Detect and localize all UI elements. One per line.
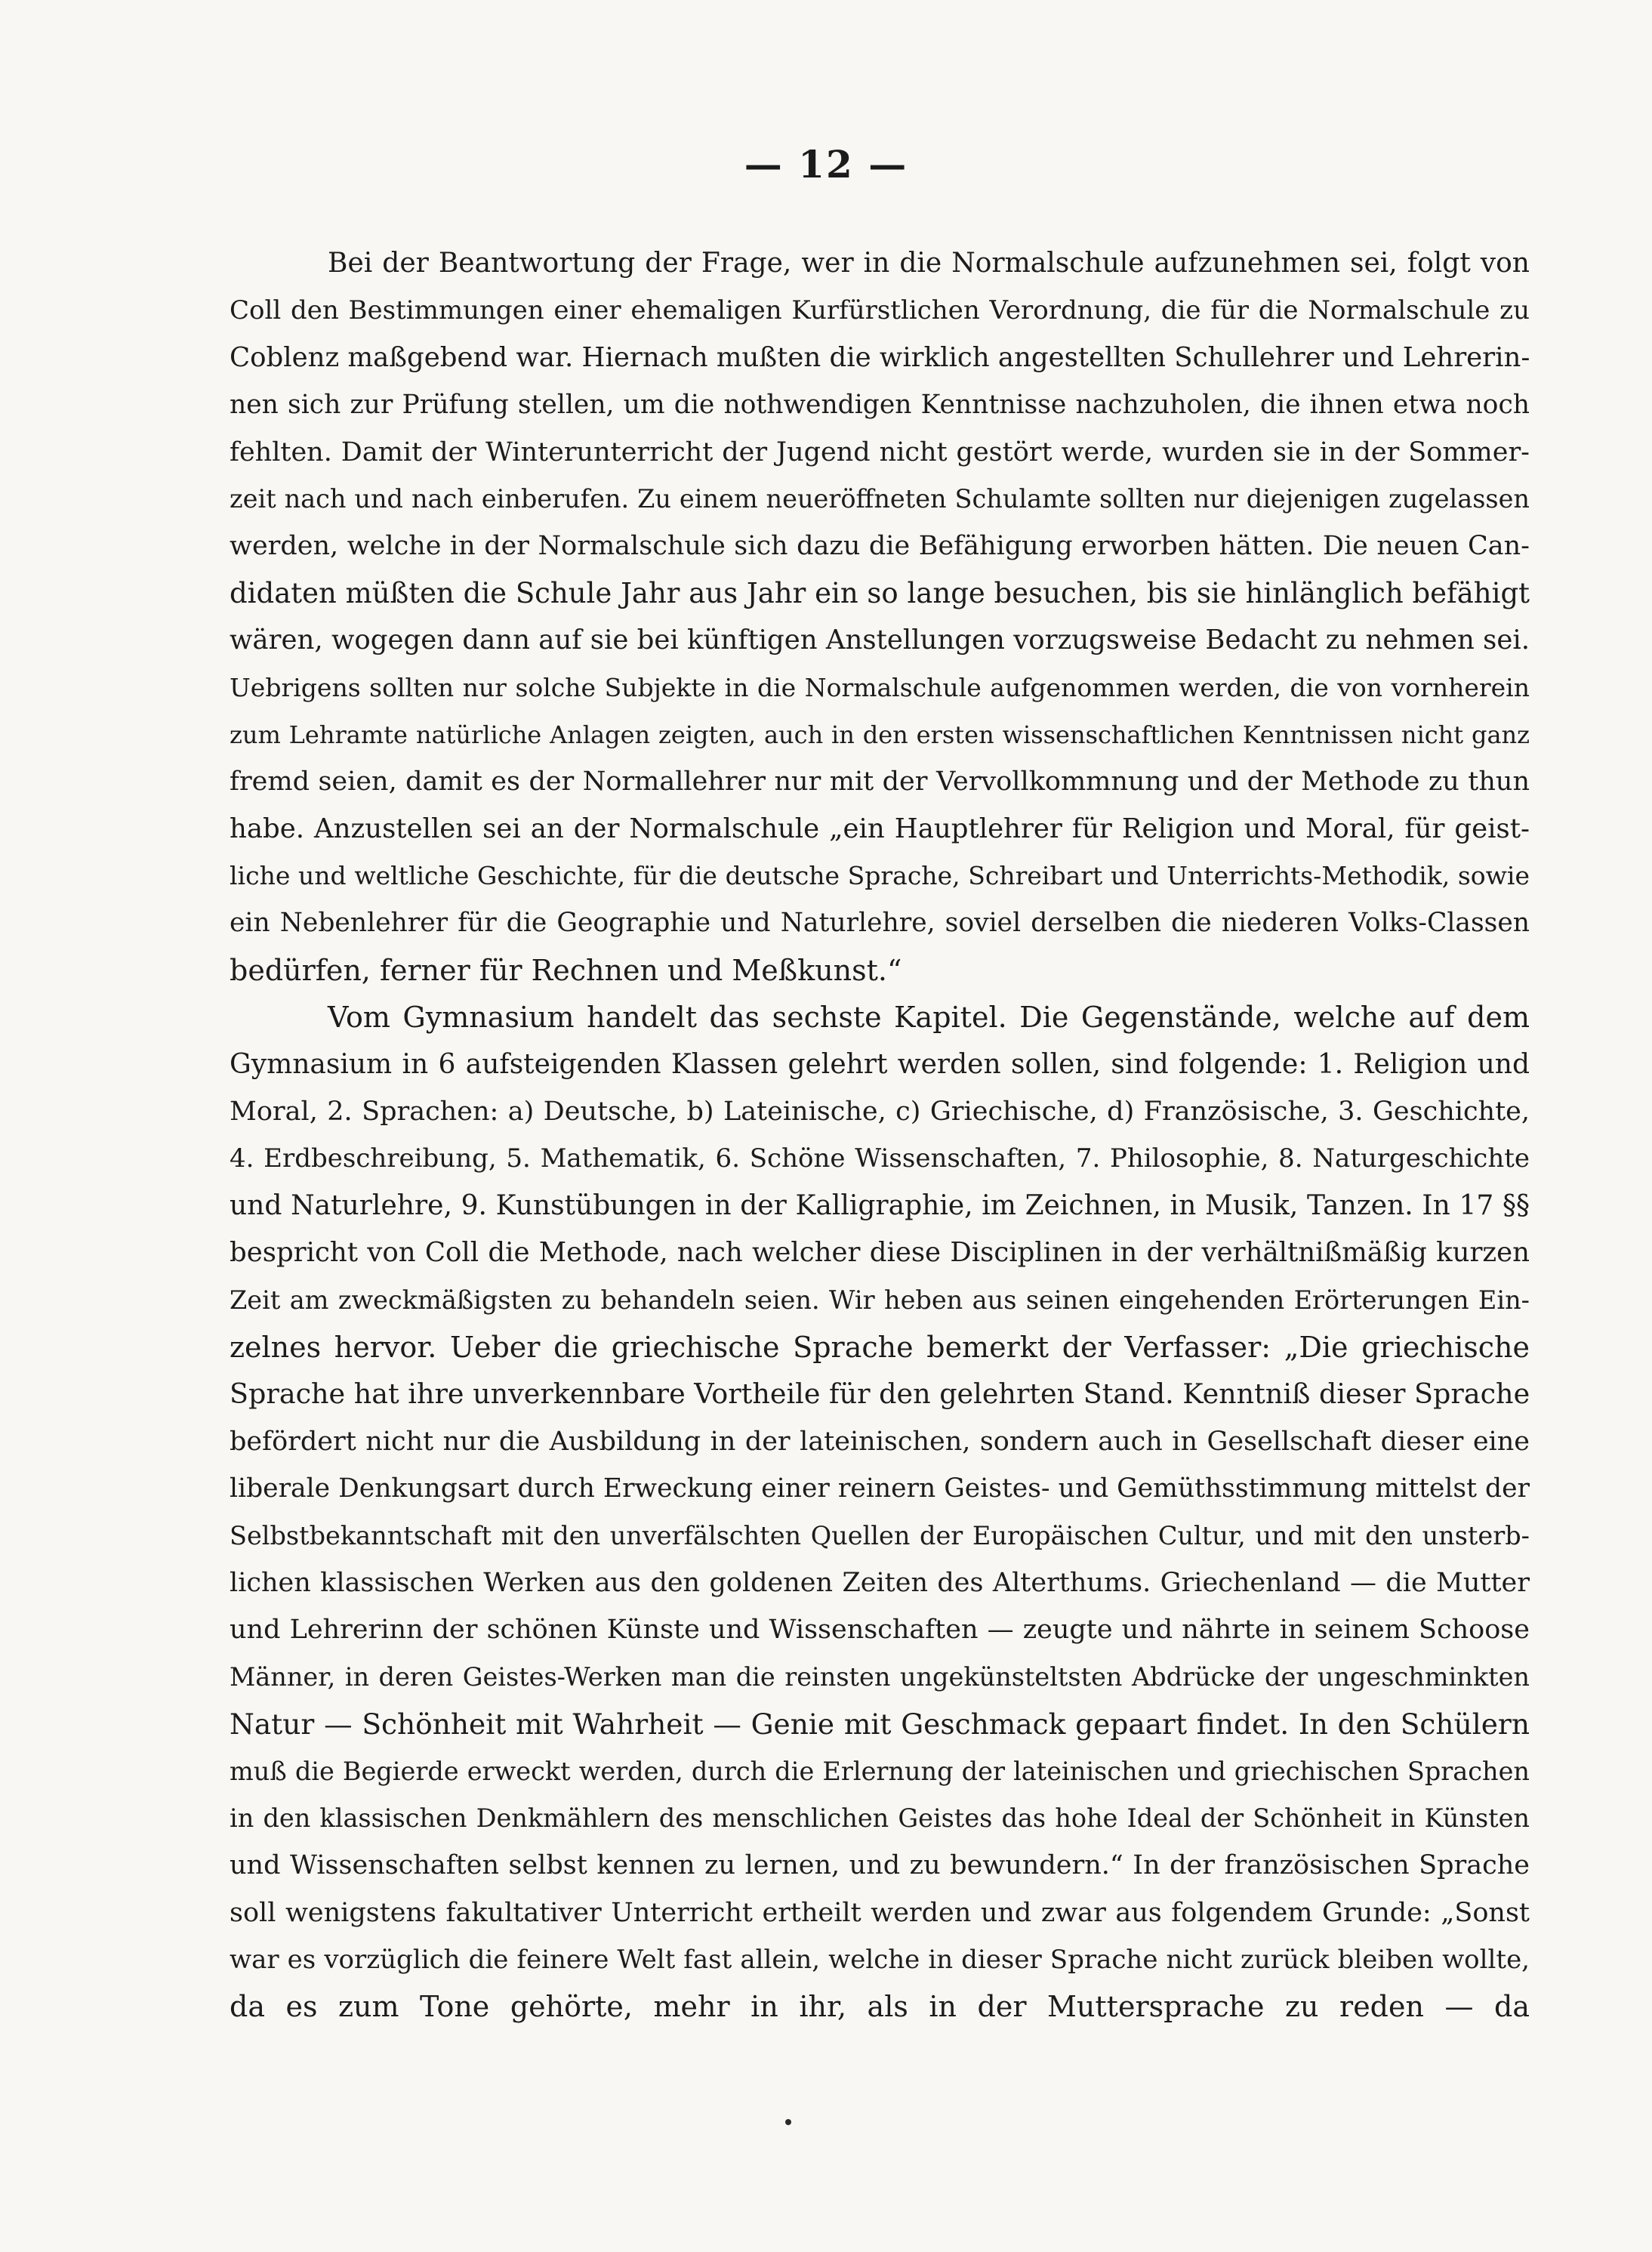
text-line: Vom Gymnasium handelt das sechste Kapitel. Die Gegenstände, welche auf dem	[328, 1001, 1530, 1035]
text-line: habe. Anzustellen sei an der Normalschule „ein Hauptlehrer für Religion und Moral, für geist-	[230, 813, 1530, 844]
text-line: und Lehrerinn der schönen Künste und Wissenschaften — zeugte und nährte in seinem Schoose	[230, 1615, 1530, 1646]
text-line: Selbstbekanntschaft mit den unverfälschten Quellen der Europäischen Cultur, und mit den unsterb-	[230, 1520, 1530, 1550]
text-line: wären, wogegen dann auf sie bei künftigen Anstellungen vorzugsweise Bedacht zu nehmen sei.	[230, 625, 1530, 656]
text-line: Männer, in deren Geistes-Werken man die reinsten ungekünsteltsten Abdrücke der ungeschminkten	[230, 1661, 1530, 1692]
text-line: liberale Denkungsart durch Erweckung einer reinern Geistes- und Gemüthsstimmung mittelst der	[230, 1473, 1530, 1504]
text-line: zelnes hervor. Ueber die griechische Sprache bemerkt der Verfasser: „Die griechische	[230, 1330, 1530, 1364]
text-line: zum Lehramte natürliche Anlagen zeigten, auch in den ersten wissenschaftlichen Kenntnissen nicht ganz	[230, 720, 1530, 749]
text-line: Bei der Beantwortung der Frage, wer in die Normalschule aufzunehmen sei, folgt von	[328, 248, 1530, 279]
text-line: Coll den Bestimmungen einer ehemaligen Kurfürstlichen Verordnung, die für die Normalschule zu	[230, 295, 1530, 326]
text-line: didaten müßten die Schule Jahr aus Jahr ein so lange besuchen, bis sie hinlänglich befähigt	[230, 576, 1530, 609]
text-line: fehlten. Damit der Winterunterricht der Jugend nicht gestört werde, wurden sie in der Sommer-	[230, 437, 1530, 467]
text-line: Coblenz maßgebend war. Hiernach mußten die wirklich angestellten Schullehrer und Lehrerin-	[230, 341, 1530, 373]
page-number: — 12 —	[744, 142, 908, 187]
text-line: soll wenigstens fakultativer Unterricht ertheilt werden und zwar aus folgendem Grunde: „Sonst	[230, 1897, 1530, 1928]
text-line: muß die Begierde erweckt werden, durch die Erlernung der lateinischen und griechischen Sprachen	[230, 1756, 1530, 1786]
text-line: 4. Erdbeschreibung, 5. Mathematik, 6. Schöne Wissenschaften, 7. Philosophie, 8. Naturgeschichte	[230, 1143, 1530, 1174]
text-line: fremd seien, damit es der Normallehrer nur mit der Vervollkommnung und der Methode zu thun	[230, 767, 1530, 797]
text-line: Moral, 2. Sprachen: a) Deutsche, b) Lateinische, c) Griechische, d) Französische, 3. Geschichte,	[230, 1097, 1530, 1128]
body-text	[230, 240, 1530, 2031]
text-line: bespricht von Coll die Methode, nach welcher diese Disciplinen in der verhältnißmäßig kurzen	[230, 1237, 1530, 1269]
print-speck	[785, 2119, 791, 2125]
text-line: Gymnasium in 6 aufsteigenden Klassen gelehrt werden sollen, sind folgende: 1. Religion und	[230, 1048, 1530, 1080]
text-line: Sprache hat ihre unverkennbare Vortheile für den gelehrten Stand. Kenntniß dieser Sprache	[230, 1377, 1530, 1411]
text-line: bedürfen, ferner für Rechnen und Meßkunst.“	[230, 953, 902, 987]
text-line: und Wissenschaften selbst kennen zu lernen, und zu bewundern.“ In der französischen Sprache	[230, 1850, 1530, 1881]
text-line: war es vorzüglich die feinere Welt fast allein, welche in dieser Sprache nicht zurück bleiben wollte,	[230, 1945, 1530, 1976]
text-line: Zeit am zweckmäßigsten zu behandeln seien. Wir heben aus seinen eingehenden Erörterungen Ein-	[230, 1285, 1530, 1315]
text-line: Uebrigens sollten nur solche Subjekte in die Normalschule aufgenommen werden, die von vornherein	[230, 672, 1530, 702]
text-line: ein Nebenlehrer für die Geographie und Naturlehre, soviel derselben die niederen Volks-Classen	[230, 908, 1530, 939]
text-line: in den klassischen Denkmählern des menschlichen Geistes das hohe Ideal der Schönheit in Künsten	[230, 1803, 1530, 1833]
text-line: befördert nicht nur die Ausbildung in der lateinischen, sondern auch in Gesellschaft dieser eine	[230, 1426, 1530, 1457]
text-line: liche und weltliche Geschichte, für die deutsche Sprache, Schreibart und Unterrichts-Methodik, sowie	[230, 861, 1530, 891]
text-line: lichen klassischen Werken aus den goldenen Zeiten des Alterthums. Griechenland — die Mutter	[230, 1567, 1530, 1598]
text-line: nen sich zur Prüfung stellen, um die nothwendigen Kenntnisse nachzuholen, die ihnen etwa noch	[230, 390, 1530, 421]
text-line: werden, welche in der Normalschule sich dazu die Befähigung erworben hätten. Die neuen Can-	[230, 531, 1530, 562]
text-line: da es zum Tone gehörte, mehr in ihr, als in der Muttersprache zu reden — da	[230, 1990, 1530, 2024]
text-line: zeit nach und nach einberufen. Zu einem neueröffneten Schulamte sollten nur diejenigen zugelassen	[230, 483, 1530, 514]
text-line: Natur — Schönheit mit Wahrheit — Genie mit Geschmack gepaart findet. In den Schülern	[230, 1708, 1530, 1741]
text-line: und Naturlehre, 9. Kunstübungen in der Kalligraphie, im Zeichnen, in Musik, Tanzen. In 17 §§	[230, 1189, 1530, 1221]
